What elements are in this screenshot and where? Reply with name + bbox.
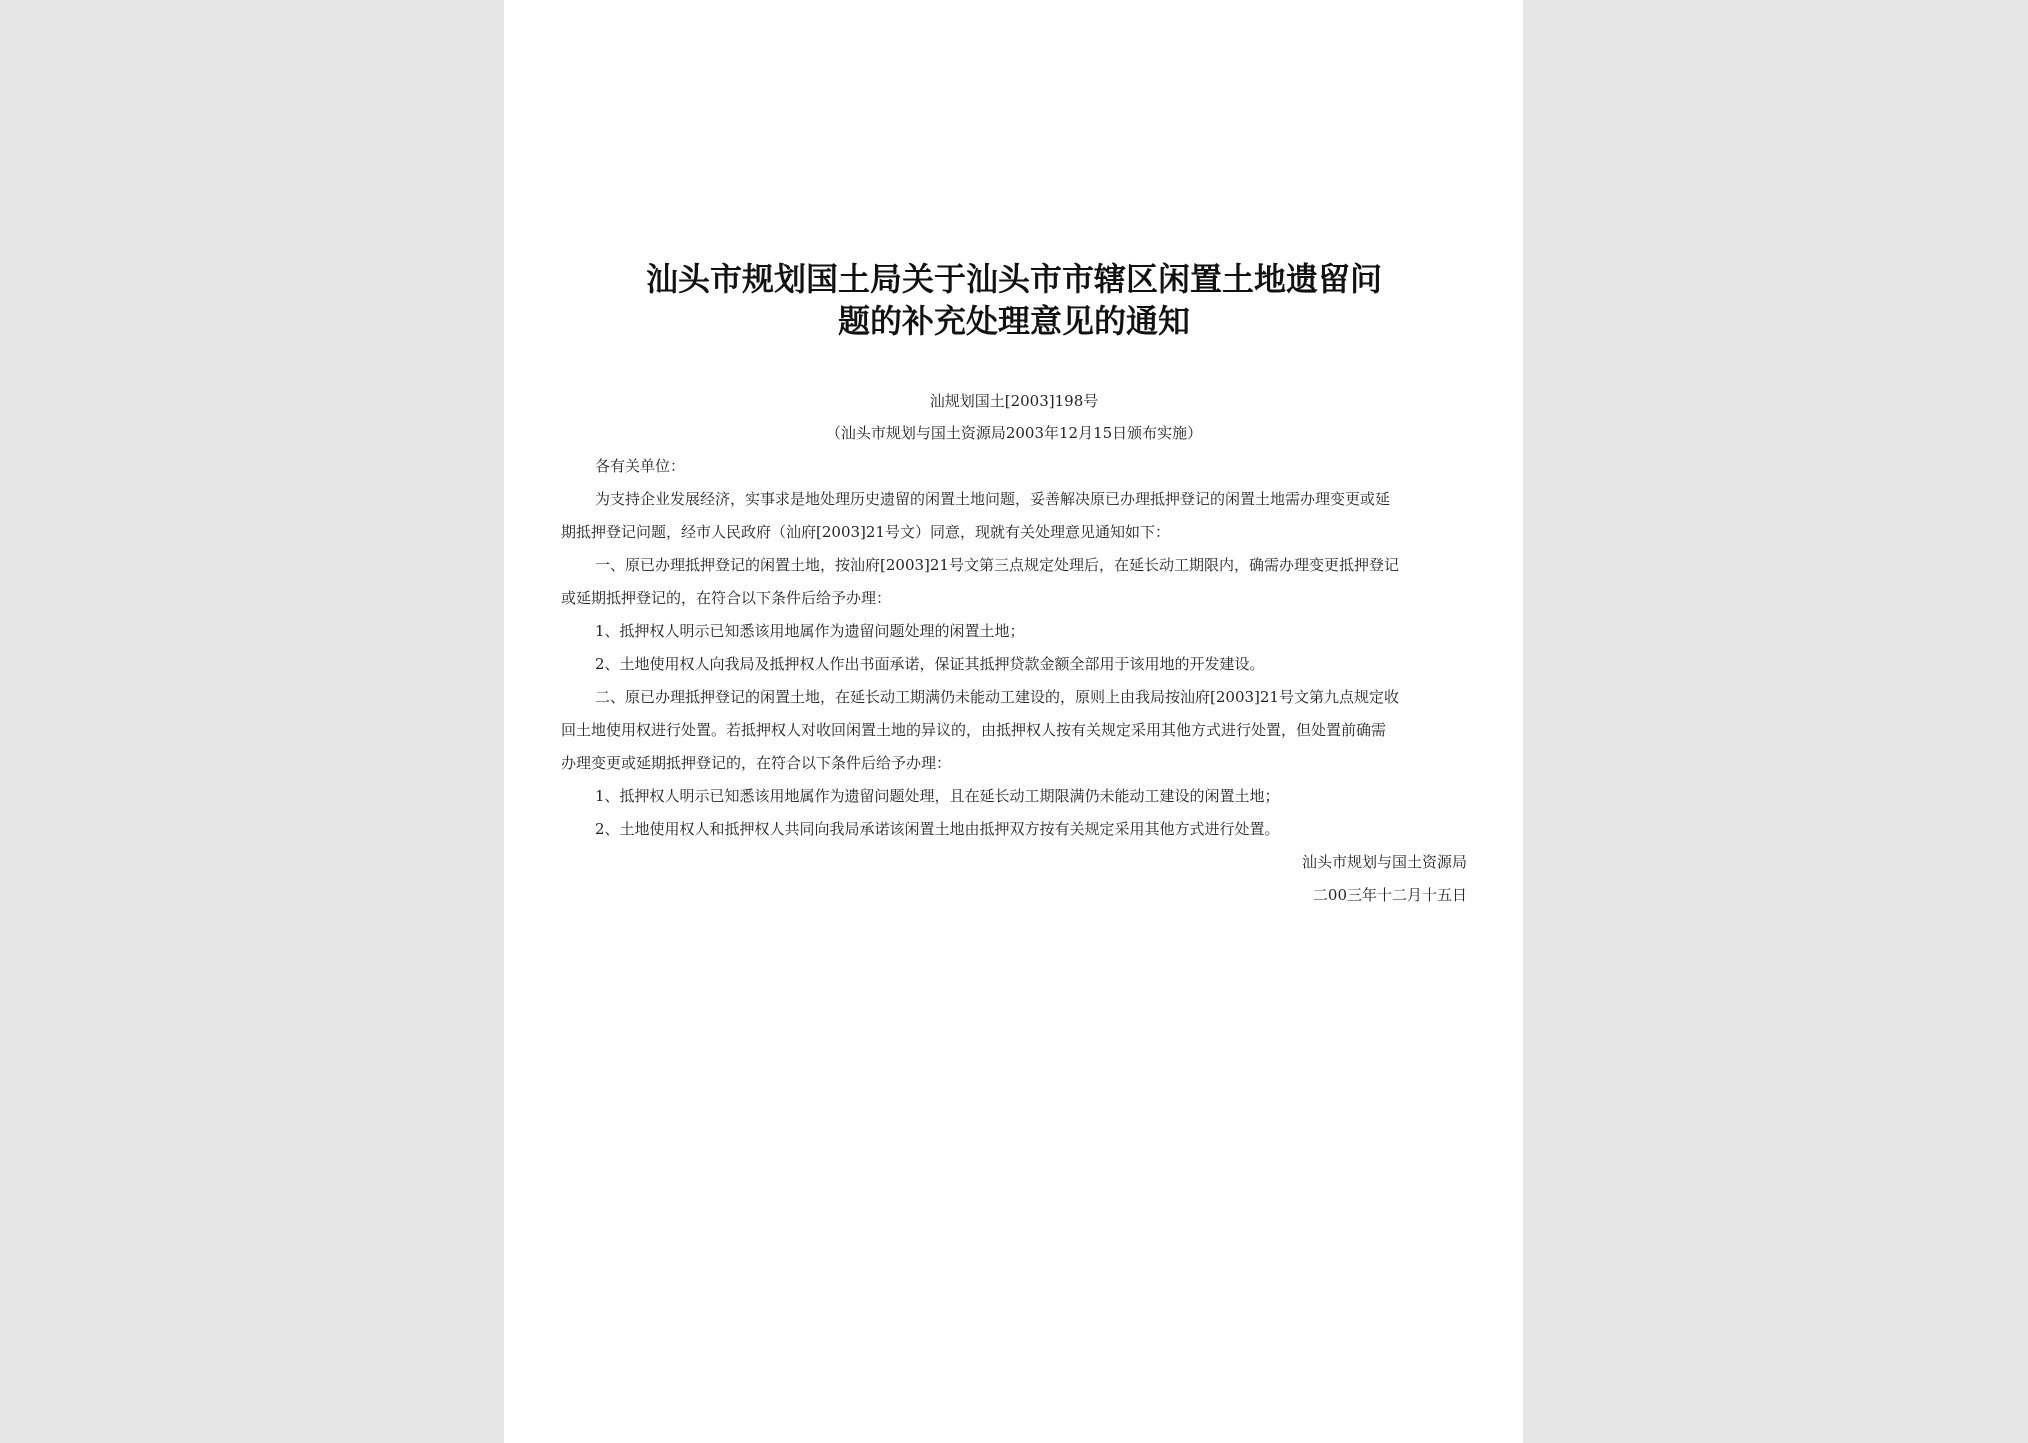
paragraph-line: 期抵押登记问题，经市人民政府（汕府[2003]21号文）同意，现就有关处理意见通知如下： [561, 523, 1170, 541]
title-line-1: 汕头市规划国土局关于汕头市市辖区闲置土地遗留问 [645, 260, 1382, 298]
paragraph-line: 一、原已办理抵押登记的闲置土地，按汕府[2003]21号文第三点规定处理后，在延长动工期限内，确需办理变更抵押登记 [595, 556, 1399, 574]
paragraph-line: 或延期抵押登记的，在符合以下条件后给予办理： [561, 589, 892, 607]
document-page [504, 0, 1523, 1443]
paragraph-line: 为支持企业发展经济，实事求是地处理历史遗留的闲置土地问题，妥善解决原已办理抵押登记的闲置土地需办理变更或延 [595, 490, 1391, 508]
paragraph-line: 2、土地使用权人向我局及抵押权人作出书面承诺，保证其抵押贷款金额全部用于该用地的开发建设。 [595, 655, 1265, 673]
salutation: 各有关单位： [595, 457, 686, 475]
paragraph-line: 2、土地使用权人和抵押权人共同向我局承诺该闲置土地由抵押双方按有关规定采用其他方式进行处置。 [595, 820, 1280, 838]
document-title [564, 258, 1464, 342]
signature-date: 二00三年十二月十五日 [1312, 886, 1467, 904]
paragraph-line: 回土地使用权进行处置。若抵押权人对收回闲置土地的异议的，由抵押权人按有关规定采用其他方式进行处置，但处置前确需 [561, 721, 1387, 739]
paragraph-line: 1、抵押权人明示已知悉该用地属作为遗留问题处理，且在延长动工期限满仍未能动工建设的闲置土地； [595, 787, 1280, 805]
paragraph-line: 1、抵押权人明示已知悉该用地属作为遗留问题处理的闲置土地； [595, 622, 1025, 640]
paragraph-line: 二、原已办理抵押登记的闲置土地，在延长动工期满仍未能动工建设的，原则上由我局按汕府[2003]21号文第九点规定收 [595, 688, 1399, 706]
issuing-note: （汕头市规划与国土资源局2003年12月15日颁布实施） [825, 424, 1203, 442]
signature-organization: 汕头市规划与国土资源局 [1301, 853, 1467, 871]
document-number: 汕规划国土[2003]198号 [929, 392, 1099, 410]
title-line-2: 题的补充处理意见的通知 [837, 302, 1190, 340]
paragraph-line: 办理变更或延期抵押登记的，在符合以下条件后给予办理： [561, 754, 952, 772]
